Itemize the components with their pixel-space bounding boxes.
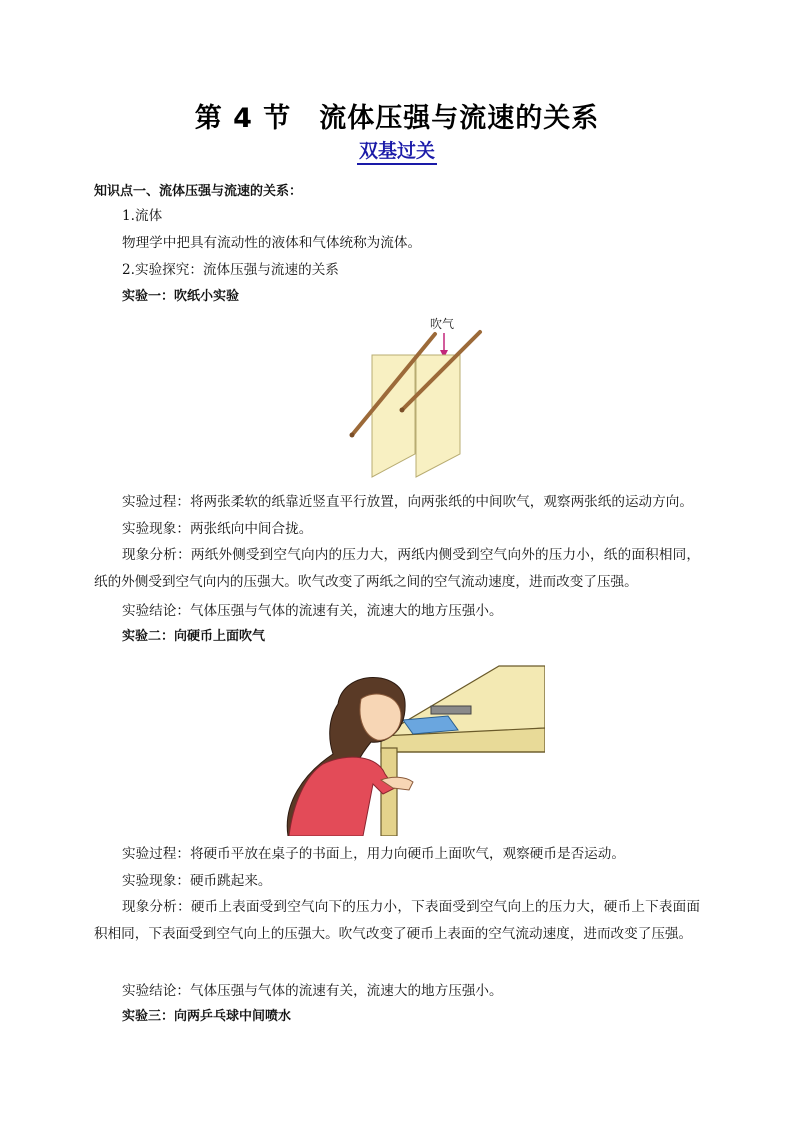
item1-label: 1.流体 [122,208,163,224]
section-subtitle [0,136,794,163]
exp1-process: 实验过程：将两张柔软的纸靠近竖直平行放置，向两张纸的中间吹气，观察两张纸的运动方向。 [122,494,693,510]
exp2-analysis: 现象分析：硬币上表面受到空气向下的压力小，下表面受到空气向上的压力大，硬币上下表面面积相同，下表面受到空气向上的压强大。吹气改变了硬币上表面的空气流动速度，进而改变了压强。 [94,899,700,942]
item1-text: 物理学中把具有流动性的液体和气体统称为流体。 [122,235,422,251]
exp1-title: 实验一：吹纸小实验 [122,289,240,304]
knowledge-heading: 知识点一、流体压强与流速的关系： [94,184,303,199]
exp3-title: 实验三：向两乒乓球中间喷水 [122,1009,292,1024]
exp1-analysis: 现象分析：两纸外侧受到空气向内的压力大，两纸内侧受到空气向外的压力小，纸的面积相同，纸的外侧受到空气向内的压强大。吹气改变了两纸之间的空气流动速度，进而改变了压强。 [94,547,700,590]
exp2-process: 实验过程：将硬币平放在桌子的书面上，用力向硬币上面吹气，观察硬币是否运动。 [122,846,625,862]
exp2-conclusion: 实验结论：气体压强与气体的流速有关，流速大的地方压强小。 [122,983,503,999]
subtitle-text: 双基过关 [357,140,437,165]
coin-blowing-figure [283,664,545,836]
item2-label: 2.实验探究：流体压强与流速的关系 [122,262,339,278]
exp1-conclusion: 实验结论：气体压强与气体的流速有关，流速大的地方压强小。 [122,603,503,619]
paper-blowing-figure [340,312,490,484]
exp2-title: 实验二：向硬币上面吹气 [122,629,266,644]
exp2-phenomenon: 实验现象：硬币跳起来。 [122,873,272,889]
exp1-phenomenon: 实验现象：两张纸向中间合拢。 [122,521,313,537]
figure-blow-label: 吹气 [430,317,455,331]
page-title: 第 4 节 流体压强与流速的关系 [194,103,600,134]
